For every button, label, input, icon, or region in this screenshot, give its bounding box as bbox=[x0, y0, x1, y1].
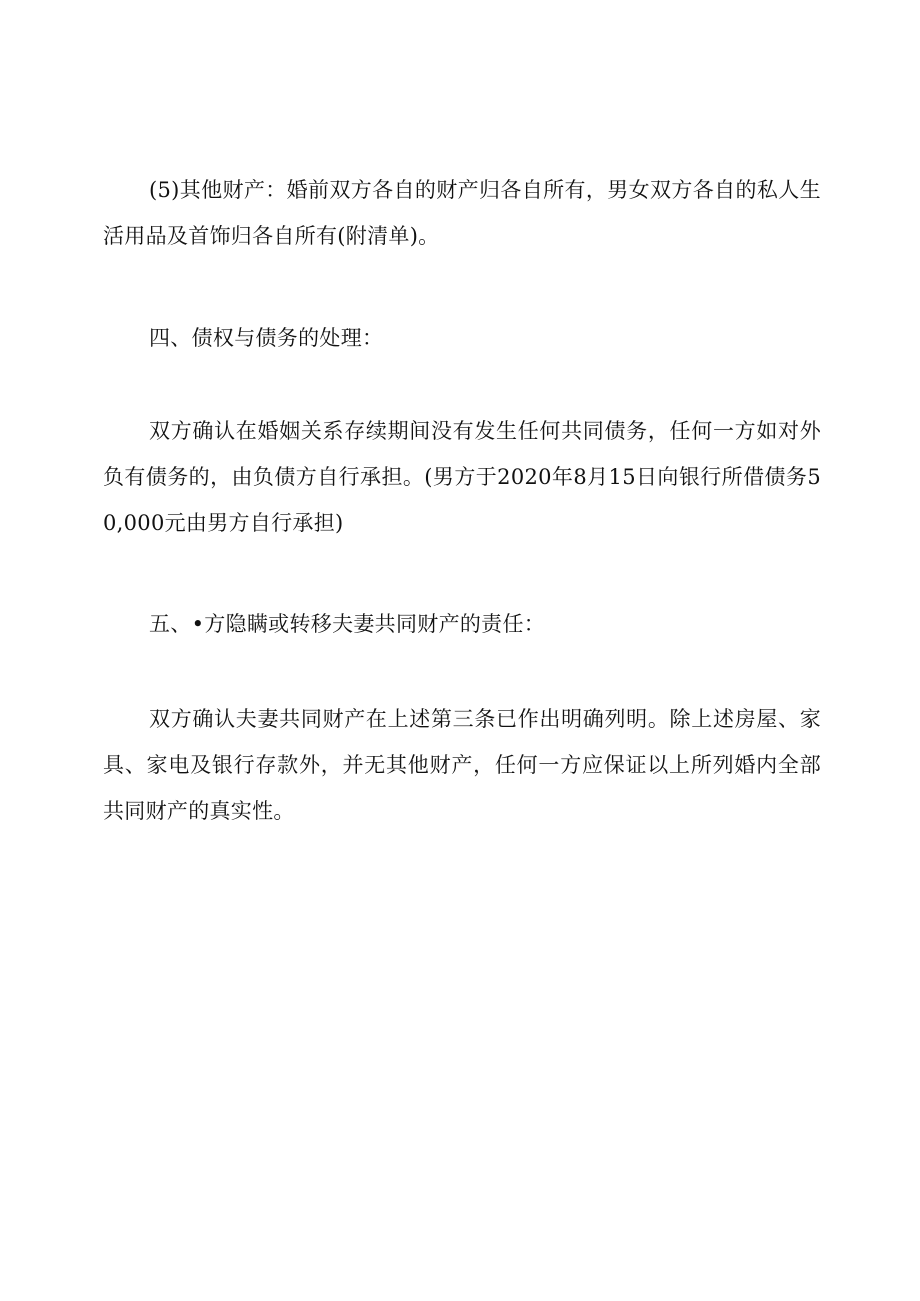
paragraph-other-property: (5)其他财产：婚前双方各自的财产归各自所有，男女双方各自的私人生活用品及首饰归各自所有(附清单)。 bbox=[103, 178, 821, 248]
section-heading-debts: 四、债权与债务的处理： bbox=[149, 326, 384, 350]
paragraph-concealment: 双方确认夫妻共同财产在上述第三条已作出明确列明。除上述房屋、家具、家电及银行存款外，并无其他财产，任何一方应保证以上所列婚内全部共同财产的真实性。 bbox=[103, 707, 821, 823]
paragraph-debts: 双方确认在婚姻关系存续期间没有发生任何共同债务，任何一方如对外负有债务的，由负债方自行承担。(男方于2020年8月15日向银行所借债务50,000元由男方自行承担) bbox=[103, 419, 821, 535]
section-heading-concealment: 五、•方隐瞒或转移夫妻共同财产的责任： bbox=[149, 612, 546, 636]
